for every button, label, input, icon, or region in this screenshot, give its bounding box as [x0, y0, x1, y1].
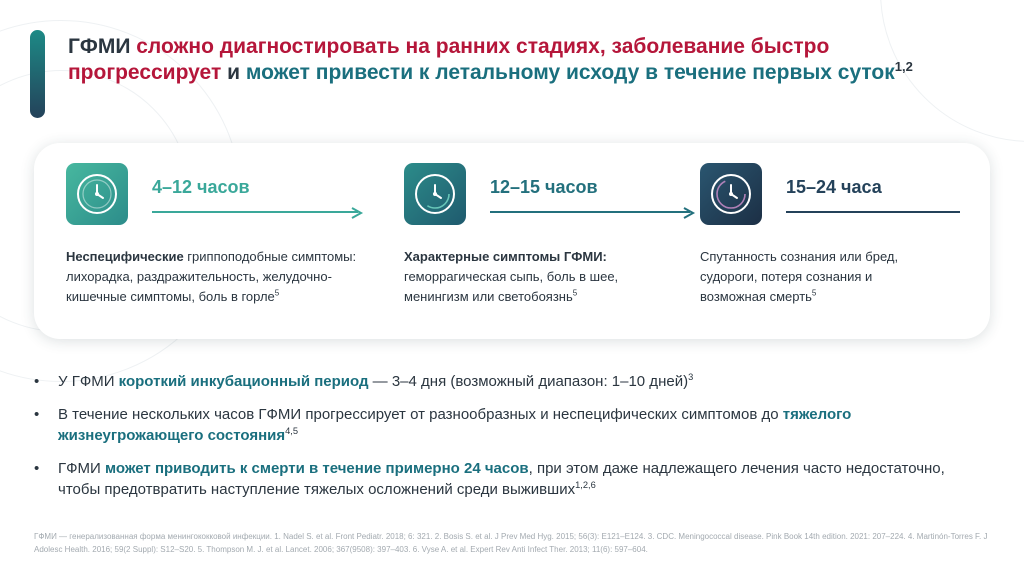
stage-timeline-line — [152, 211, 358, 213]
clock-icon — [66, 163, 128, 225]
bullet-highlight: тяжелого жизнеугрожающего состояния — [58, 406, 852, 444]
title-part-4: может привести к летальному исходу в течение первых суток — [245, 61, 895, 84]
bullet-item — [34, 404, 984, 446]
stage-desc-text: гриппоподобные симптомы: лихорадка, раздражительность, желудочно-кишечные симптомы, боль в горле — [66, 249, 357, 304]
title-part-1: ГФМИ — [68, 35, 137, 58]
arrow-right-icon — [350, 206, 364, 224]
title-accent-bar — [30, 30, 45, 118]
bullet-sup: 4,5 — [285, 426, 299, 436]
stage-timeline-line — [490, 211, 690, 213]
title-sup: 1,2 — [894, 59, 913, 74]
stage-desc-sup: 5 — [274, 288, 280, 298]
bullet-list — [34, 371, 984, 512]
bullet-item — [34, 458, 984, 500]
stage-desc-sup: 5 — [811, 288, 817, 298]
bullet-text: , при этом даже надлежащего лечения часто недостаточно, чтобы предотвратить наступление тяжелых осложнений среди выживших — [58, 460, 945, 498]
stage-desc-bold: Неспецифические — [66, 249, 184, 264]
bullet-highlight: может приводить к смерти в течение примерно 24 часов — [104, 460, 529, 477]
stage-timeline-line — [786, 211, 960, 213]
stage-time-label: 15–24 часа — [786, 177, 882, 197]
timeline-card — [34, 143, 990, 339]
stage-time-label: 4–12 часов — [152, 177, 250, 197]
bullet-marker: • — [34, 373, 40, 390]
bullet-sup: 1,2,6 — [575, 480, 596, 490]
stage-description — [404, 247, 674, 307]
stage-desc-sup: 5 — [572, 288, 578, 298]
arrow-right-icon — [682, 206, 696, 224]
bullet-marker: • — [34, 406, 40, 423]
bullet-highlight: короткий инкубационный период — [118, 373, 369, 390]
bullet-text: У ГФМИ — [58, 373, 119, 390]
title-part-3: и — [221, 61, 246, 84]
stage-time-label: 12–15 часов — [490, 177, 598, 197]
bullet-marker: • — [34, 460, 40, 477]
bullet-text: — 3–4 дня (возможный диапазон: 1–10 дней) — [368, 373, 689, 390]
bullet-sup: 3 — [688, 372, 694, 382]
stage-desc-text: Спутанность сознания или бред, судороги, потеря сознания и возможная смерть — [700, 249, 899, 304]
clock-icon — [404, 163, 466, 225]
clock-icon — [700, 163, 762, 225]
bullet-item — [34, 371, 984, 392]
stage-description — [66, 247, 376, 307]
bullet-text: В течение нескольких часов ГФМИ прогрессирует от разнообразных и неспецифических симптомов до — [58, 406, 783, 423]
footnote-references: ГФМИ — генерализованная форма менингококковой инфекции. 1. Nadel S. et al. Front Pediatr. 2018; 6: 321. 2. Bosis S. et al. J Prev Med Hyg. 2015; 56(3): E121–E124. 3. CDC. Meningococcal disease. Pink Book 14th edition. 2021: 207–224. 4. Martinón-Torres F. J Adolesc Health. 2016; 59(2 Suppl): S12–S20. 5. Thompson M. J. et al. Lancet. 2006; 367(9508): 397–403. 6. Vyse A. et al. Expert Rev Anti Infect Ther. 2013; 11(6): 597–604. — [34, 532, 988, 554]
stage-desc-bold: Характерные симптомы ГФМИ: — [404, 249, 607, 264]
title-part-2: сложно диагностировать на ранних стадиях, заболевание быстро прогрессирует — [68, 35, 830, 84]
stage-desc-text: геморрагическая сыпь, боль в шее, менингизм или светобоязнь — [404, 269, 619, 304]
page-title — [68, 34, 968, 86]
bullet-text: ГФМИ — [58, 460, 105, 477]
stage-description — [700, 247, 940, 307]
